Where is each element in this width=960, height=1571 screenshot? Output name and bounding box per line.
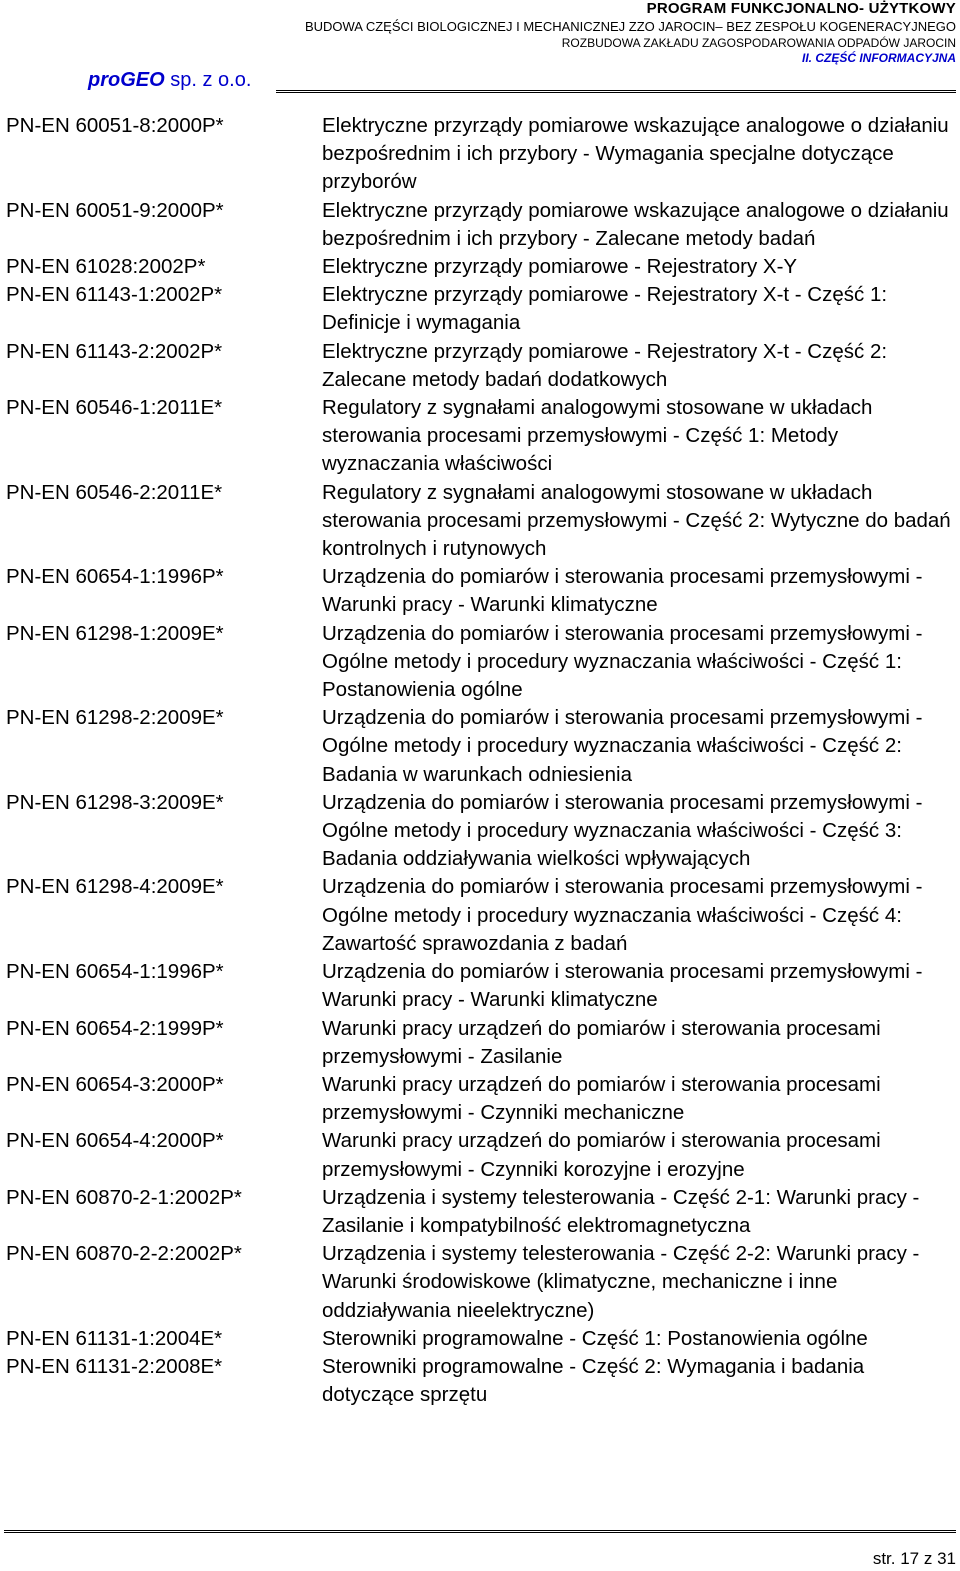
standard-row: [6, 338, 956, 394]
standard-description: Urządzenia i systemy telesterowania - Część 2-2: Warunki pracy - Warunki środowiskowe (klimatyczne, mechaniczne i inne oddziaływania nieelektryczne): [322, 1242, 920, 1322]
standard-code: PN-EN 61143-1:2002P*: [6, 283, 223, 307]
standard-description: Elektryczne przyrządy pomiarowe wskazujące analogowe o działaniu bezpośrednim i ich przybory - Zalecane metody badań: [322, 198, 949, 250]
standard-row: [6, 620, 956, 705]
standard-row: [6, 281, 956, 337]
standard-code: PN-EN 60654-1:1996P*: [6, 960, 224, 984]
standard-description: Warunki pracy urządzeń do pomiarów i sterowania procesami przemysłowymi - Czynniki korozyjne i erozyjne: [322, 1129, 881, 1181]
standard-description: Regulatory z sygnałami analogowymi stosowane w układach sterowania procesami przemysłowymi - Część 2: Wytyczne do badań kontrolnych i rutynowych: [322, 480, 951, 561]
standard-description: Urządzenia do pomiarów i sterowania procesami przemysłowymi - Ogólne metody i procedury wyznaczania właściwości - Część 3: Badania oddziaływania wielkości wpływających: [322, 790, 923, 871]
standard-description: Elektryczne przyrządy pomiarowe - Rejestratory X-t - Część 2: Zalecane metody badań dodatkowych: [322, 339, 888, 391]
standard-row: [6, 789, 956, 874]
header-section-label: II. CZĘŚĆ INFORMACYJNA: [801, 51, 956, 65]
standard-description: Elektryczne przyrządy pomiarowe - Rejestratory X-Y: [322, 255, 798, 279]
header-divider: [276, 90, 956, 93]
standard-row: [6, 394, 956, 479]
page-header: [305, 0, 956, 66]
standard-code: PN-EN 61028:2002P*: [6, 255, 206, 279]
standard-code: PN-EN 60654-2:1999P*: [6, 1016, 224, 1040]
standard-code: PN-EN 60546-1:2011E*: [6, 396, 223, 420]
standard-row: [6, 1071, 956, 1127]
standard-row: [6, 1325, 956, 1353]
standard-description: Urządzenia do pomiarów i sterowania procesami przemysłowymi - Warunki pracy - Warunki klimatyczne: [322, 960, 923, 1012]
logo-brand: proGEO: [88, 69, 165, 91]
standard-description: Elektryczne przyrządy pomiarowe wskazujące analogowe o działaniu bezpośrednim i ich przybory - Wymagania specjalne dotyczące przyborów: [322, 114, 949, 194]
standards-list: [6, 112, 956, 1409]
standard-description: Urządzenia do pomiarów i sterowania procesami przemysłowymi - Ogólne metody i procedury wyznaczania właściwości - Część 4: Zawartość sprawozdania z badań: [322, 875, 923, 955]
standard-description: Regulatory z sygnałami analogowymi stosowane w układach sterowania procesami przemysłowymi - Część 1: Metody wyznaczania właściwości: [322, 396, 873, 476]
header-title: PROGRAM FUNKCJONALNO- UŻYTKOWY: [646, 0, 956, 17]
standard-description: Warunki pracy urządzeń do pomiarów i sterowania procesami przemysłowymi - Zasilanie: [322, 1016, 881, 1068]
standard-description: Urządzenia do pomiarów i sterowania procesami przemysłowymi - Ogólne metody i procedury wyznaczania właściwości - Część 2: Badania w warunkach odniesienia: [322, 706, 923, 786]
header-project-line: BUDOWA CZĘŚCI BIOLOGICZNEJ I MECHANICZNEJ ZZO JAROCIN– BEZ ZESPOŁU KOGENERACYJNEGO: [304, 19, 956, 34]
standard-row: [6, 1240, 956, 1325]
standard-code: PN-EN 61131-1:2004E*: [6, 1326, 223, 1350]
standard-row: [6, 873, 956, 958]
standard-code: PN-EN 60051-8:2000P*: [6, 114, 224, 137]
standard-row: [6, 1353, 956, 1409]
logo-suffix: sp. z o.o.: [164, 69, 252, 91]
standard-code: PN-EN 61298-1:2009E*: [6, 621, 224, 645]
standard-row: [6, 197, 956, 253]
page-number: str. 17 z 31: [872, 1549, 956, 1568]
standard-row: [6, 1127, 956, 1183]
standard-code: PN-EN 60870-2-2:2002P*: [6, 1242, 242, 1266]
footer-divider: [4, 1530, 956, 1533]
standard-code: PN-EN 61131-2:2008E*: [6, 1354, 223, 1378]
standard-row: [6, 563, 956, 619]
header-subproject-line: ROZBUDOWA ZAKŁADU ZAGOSPODAROWANIA ODPADÓW JAROCIN: [561, 36, 956, 50]
standard-description: Elektryczne przyrządy pomiarowe - Rejestratory X-t - Część 1: Definicje i wymagania: [322, 283, 888, 335]
standard-code: PN-EN 61298-2:2009E*: [6, 706, 224, 730]
standard-row: [6, 253, 956, 281]
standard-row: [6, 1015, 956, 1071]
standard-description: Urządzenia i systemy telesterowania - Część 2-1: Warunki pracy - Zasilanie i kompatybilność elektromagnetyczna: [322, 1185, 920, 1237]
company-logo: [88, 69, 251, 91]
standard-description: Urządzenia do pomiarów i sterowania procesami przemysłowymi - Ogólne metody i procedury wyznaczania właściwości - Część 1: Postanowienia ogólne: [322, 621, 923, 702]
standard-description: Sterowniki programowalne - Część 2: Wymagania i badania dotyczące sprzętu: [322, 1354, 865, 1407]
standard-row: [6, 958, 956, 1014]
standard-code: PN-EN 60654-1:1996P*: [6, 565, 224, 589]
standard-description: Sterowniki programowalne - Część 1: Postanowienia ogólne: [322, 1326, 868, 1350]
standard-row: [6, 112, 956, 197]
standard-row: [6, 1184, 956, 1240]
standard-code: PN-EN 60546-2:2011E*: [6, 480, 223, 504]
standard-code: PN-EN 60051-9:2000P*: [6, 198, 224, 222]
standard-code: PN-EN 60654-4:2000P*: [6, 1129, 224, 1153]
standard-row: [6, 479, 956, 564]
standard-row: [6, 704, 956, 789]
standard-code: PN-EN 60654-3:2000P*: [6, 1072, 224, 1096]
standard-code: PN-EN 60870-2-1:2002P*: [6, 1185, 242, 1209]
standard-code: PN-EN 61143-2:2002P*: [6, 339, 223, 363]
standard-description: Warunki pracy urządzeń do pomiarów i sterowania procesami przemysłowymi - Czynniki mechaniczne: [322, 1072, 881, 1125]
standard-code: PN-EN 61298-4:2009E*: [6, 875, 224, 899]
standard-code: PN-EN 61298-3:2009E*: [6, 790, 224, 814]
standard-description: Urządzenia do pomiarów i sterowania procesami przemysłowymi - Warunki pracy - Warunki klimatyczne: [322, 565, 923, 617]
